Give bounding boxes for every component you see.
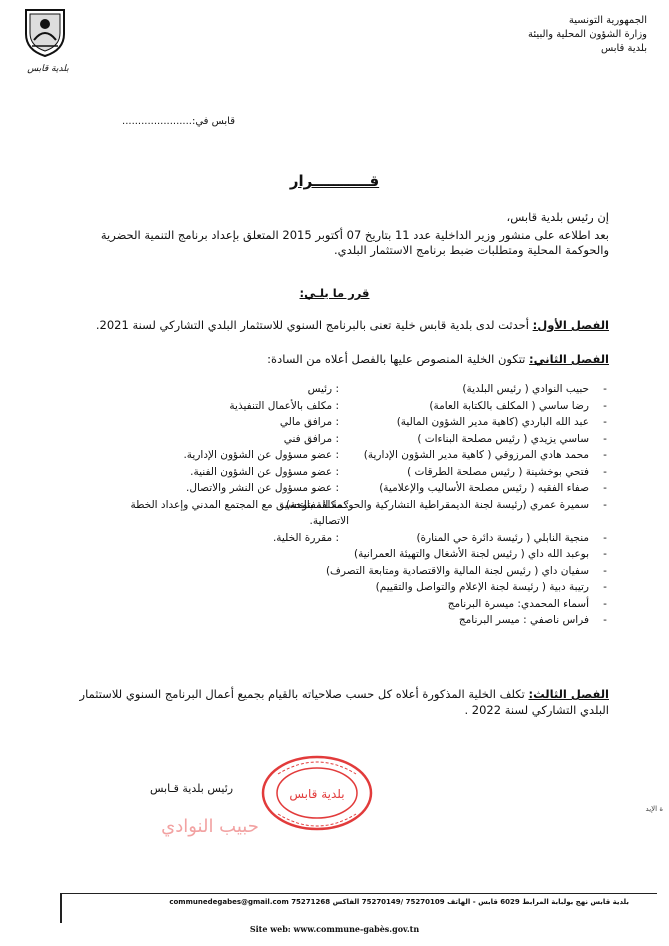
article-3-text: تكلف الخلية المذكورة أعلاه كل حسب صلاحياته بالقيام بجميع أعمال البرنامج السنوي للاستثمار البلدي التشاركي لسنة 2022 . (79, 687, 609, 717)
article-2-label: الفصل الثاني: (529, 352, 609, 366)
letterhead-ministry: وزارة الشؤون المحلية والبيئة (528, 29, 647, 40)
bullet-dash: - (603, 597, 607, 610)
side-note: ة الإيد (645, 805, 663, 813)
document-title: قـــــــــــرار (289, 172, 380, 190)
footer-address: بلدية قابس نهج بولبابة المرابط 6029 قابس - الهاتف 75270109 /75270149 الفاكس 75271268 communedegabes@gmail.com (169, 898, 629, 906)
official-stamp (258, 752, 376, 834)
bullet-dash: - (603, 498, 607, 511)
article-1-text: أحدثت لدى بلدية قابس خلية تعنى بالبرنامج السنوي للاستثمار البلدي التشاركي لسنة 2021. (95, 318, 533, 332)
bullet-dash: - (603, 531, 607, 544)
member-name: فراس ناصفي : ميسر البرنامج (458, 614, 589, 626)
member-role: : عضو مسؤول عن الشؤون الإدارية. (183, 449, 339, 461)
place-date: قابس في:...................... (122, 116, 235, 127)
member-row (51, 563, 611, 580)
member-row (51, 398, 611, 415)
member-role: : مرافق مالي (279, 416, 339, 428)
member-row (51, 612, 611, 629)
footer-rule (60, 893, 657, 894)
member-role: : عضو مسؤول عن النشر والاتصال. (185, 482, 339, 494)
article-3-label: الفصل الثالث: (528, 687, 609, 701)
signature-title: رئيس بلدية قـابس (150, 782, 234, 795)
article-3 (60, 686, 609, 718)
bullet-dash: - (603, 614, 607, 626)
intro-line2: بعد اطلاعه على منشور وزير الداخلية عدد 11 بتاريخ 07 أكتوبر 2015 المتعلق بإعداد برنامج التنمية الحضرية والحوكمة المحلية ومتطلبات ضبط برنامج الاستثمار البلدي. (100, 228, 609, 257)
bullet-dash: - (603, 383, 607, 395)
member-row (51, 546, 611, 563)
bullet-dash: - (603, 432, 607, 445)
member-name: عبد الله الباردي (كاهية مدير الشؤون المالية) (396, 416, 589, 428)
article-2-text: تتكون الخلية المنصوص عليها بالفصل أعلاه من السادة: (267, 352, 530, 366)
footer-website: Site web: www.commune-gabès.gov.tn (249, 924, 420, 934)
member-name: ساسي يزيدي ( رئيس مصلحة البناءات ) (417, 432, 589, 445)
member-name: فتحي بوخشينة ( رئيس مصلحة الطرقات ) (407, 465, 589, 478)
letterhead-republic: الجمهورية التونسية (568, 15, 647, 26)
member-name: رتيبة دبية ( رئيسة لجنة الإعلام والتواصل والتقييم) (375, 581, 589, 593)
member-name: صفاء الفقيه ( رئيس مصلحة الأساليب والإعلامية) (379, 482, 589, 494)
member-row (51, 480, 611, 497)
bullet-dash: - (603, 564, 607, 577)
member-name: أسماء المحمدي: ميسرة البرنامج (447, 597, 589, 610)
member-role: : مكلفة بالتنسيق مع المجتمع المدني وإعداد الخطة الاتصالية. (130, 498, 349, 527)
member-name: رضا ساسي ( المكلف بالكتابة العامة) (429, 399, 589, 412)
member-row (51, 596, 611, 613)
member-row (51, 381, 611, 398)
bullet-dash: - (603, 399, 607, 412)
member-row (51, 497, 611, 530)
article-1 (60, 318, 609, 333)
member-name: منجية النابلي ( رئيسة دائرة حي المنارة) (416, 531, 589, 544)
stamp-text: بلدية قابس (289, 787, 345, 801)
member-row (51, 579, 611, 596)
bullet-dash: - (603, 449, 607, 461)
members-list (51, 381, 611, 629)
footer-corner (60, 893, 62, 923)
member-name: سميرة عمري (رئيسة لجنة الديمقراطية التشاركية والحوكمة المفتوحة) (286, 498, 589, 511)
decided-heading: قرر ما يلـي: (299, 286, 370, 300)
member-name: محمد هادي المرزوقي ( كاهية مدير الشؤون الإدارية) (363, 449, 589, 461)
member-row (51, 530, 611, 547)
bullet-dash: - (603, 465, 607, 478)
signature-name: حبيب النوادي (161, 816, 259, 837)
member-role: : مكلف بالأعمال التنفيذية (229, 399, 339, 412)
letterhead-municipality: بلدية قابس (600, 43, 647, 54)
member-name: بوعبد الله داي ( رئيس لجنة الأشغال والتهيئة العمرانية) (354, 548, 589, 560)
member-role: : مقررة الخلية. (272, 531, 339, 544)
bullet-dash: - (603, 581, 607, 593)
letterhead (528, 14, 647, 56)
member-row (51, 414, 611, 431)
bullet-dash: - (603, 548, 607, 560)
member-name: حبيب النوادي ( رئيس البلدية) (462, 383, 589, 395)
member-role: : رئيس (307, 383, 339, 395)
article-2 (60, 352, 609, 367)
member-row (51, 464, 611, 481)
member-row (51, 447, 611, 464)
logo-caption: بلدية قابس (27, 64, 69, 74)
bullet-dash: - (603, 416, 607, 428)
bullet-dash: - (603, 482, 607, 494)
member-role: : عضو مسؤول عن الشؤون الفنية. (190, 465, 339, 478)
municipality-logo (20, 6, 70, 58)
article-1-label: الفصل الأول: (532, 318, 609, 332)
member-name: سفيان داي ( رئيس لجنة المالية والاقتصادية ومتابعة التصرف) (325, 564, 589, 577)
intro-line1: إن رئيس بلدية قابس، (506, 210, 609, 224)
member-role: : مرافق فني (283, 432, 339, 445)
member-row (51, 431, 611, 448)
